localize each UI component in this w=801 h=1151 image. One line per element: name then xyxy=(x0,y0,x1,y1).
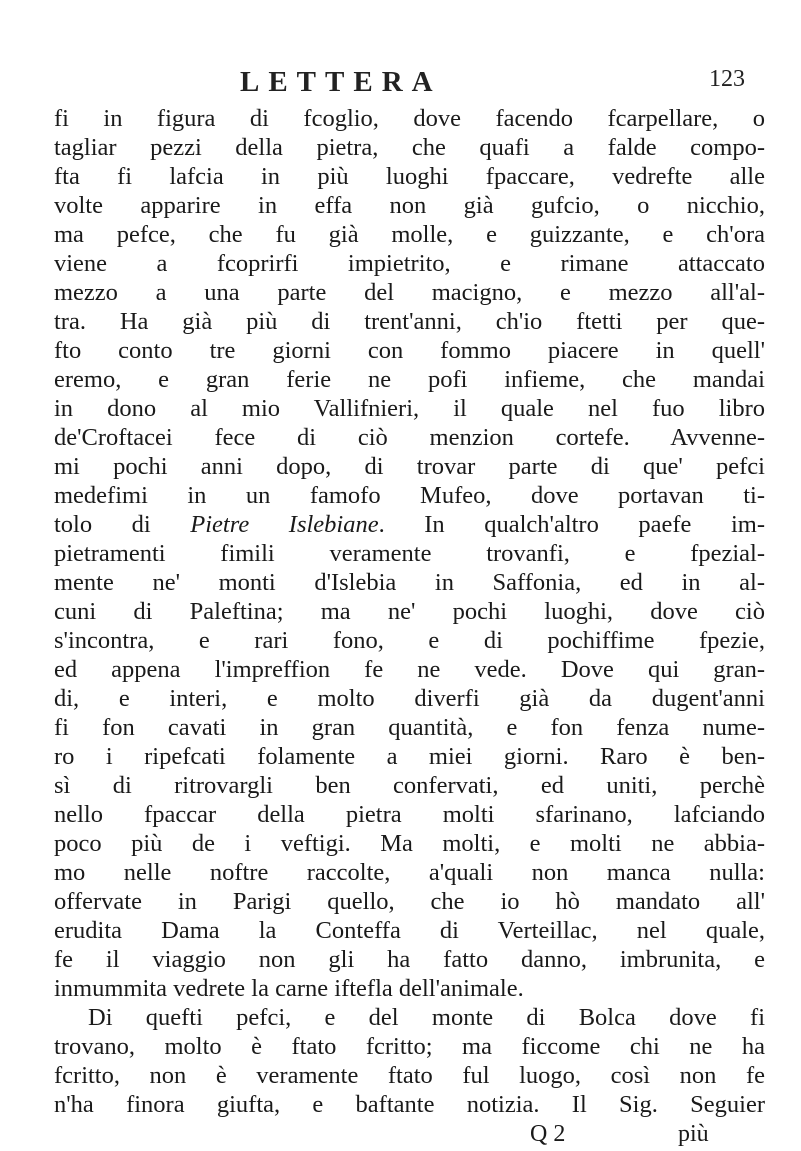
page-number: 123 xyxy=(709,66,745,92)
catchword: più xyxy=(678,1121,709,1147)
text-line: fcritto, non è veramente ftato ful luogo, così non fe xyxy=(54,1062,765,1089)
running-title: LETTERA xyxy=(240,66,442,98)
text-line: ed appena l'impreffion fe ne vede. Dove qui gran- xyxy=(54,656,765,683)
text-line: tagliar pezzi della pietra, che quafi a falde compo- xyxy=(54,134,765,161)
text-line: fi fon cavati in gran quantità, e fon fenza nume- xyxy=(54,714,765,741)
text-line: offervate in Parigi quello, che io hò mandato all' xyxy=(54,888,765,915)
text-line: tra. Ha già più di trent'anni, ch'io ftetti per que- xyxy=(54,308,765,335)
text-line: in dono al mio Vallifnieri, il quale nel fuo libro xyxy=(54,395,765,422)
text-line: trovano, molto è ftato fcritto; ma ficcome chi ne ha xyxy=(54,1033,765,1060)
text-line: viene a fcoprirfi impietrito, e rimane attaccato xyxy=(54,250,765,277)
text-line: di, e interi, e molto diverfi già da dugent'anni xyxy=(54,685,765,712)
text-line: volte apparire in effa non già gufcio, o nicchio, xyxy=(54,192,765,219)
signature-mark: Q 2 xyxy=(530,1121,566,1147)
text-line: eremo, e gran ferie ne pofi infieme, che mandai xyxy=(54,366,765,393)
text-line: medefimi in un famofo Mufeo, dove portavan ti- xyxy=(54,482,765,509)
text-line: Di quefti pefci, e del monte di Bolca dove fi xyxy=(88,1004,765,1031)
running-head xyxy=(54,66,765,100)
text-line: ma pefce, che fu già molle, e guizzante, e ch'ora xyxy=(54,221,765,248)
page-footer xyxy=(54,1121,765,1151)
body-text xyxy=(54,104,765,1119)
text-line: fe il viaggio non gli ha fatto danno, imbrunita, e xyxy=(54,946,765,973)
text-line: mezzo a una parte del macigno, e mezzo all'al- xyxy=(54,279,765,306)
text-line: inmummita vedrete la carne iftefla dell'animale. xyxy=(54,975,524,1002)
text-line: nello fpaccar della pietra molti sfarinano, lafciando xyxy=(54,801,765,828)
text-line: pietramenti fimili veramente trovanfi, e fpezial- xyxy=(54,540,765,567)
text-line: cuni di Paleftina; ma ne' pochi luoghi, dove ciò xyxy=(54,598,765,625)
text-line: s'incontra, e rari fono, e di pochiffime fpezie, xyxy=(54,627,765,654)
text-line: fto conto tre giorni con fommo piacere in quell' xyxy=(54,337,765,364)
text-line: tolo di Pietre Islebiane. In qualch'altro paefe im- xyxy=(54,511,765,538)
text-line: sì di ritrovargli ben confervati, ed uniti, perchè xyxy=(54,772,765,799)
text-line: de'Croftacei fece di ciò menzion cortefe. Avvenne- xyxy=(54,424,765,451)
text-line: fi in figura di fcoglio, dove facendo fcarpellare, o xyxy=(54,105,765,132)
text-line: poco più de i veftigi. Ma molti, e molti ne abbia- xyxy=(54,830,765,857)
text-line: mente ne' monti d'Islebia in Saffonia, ed in al- xyxy=(54,569,765,596)
text-line: erudita Dama la Conteffa di Verteillac, nel quale, xyxy=(54,917,765,944)
text-line: n'ha finora giufta, e baftante notizia. Il Sig. Seguier xyxy=(54,1091,765,1118)
text-line: fta fi lafcia in più luoghi fpaccare, vedrefte alle xyxy=(54,163,765,190)
text-line: ro i ripefcati folamente a miei giorni. Raro è ben- xyxy=(54,743,765,770)
text-line: mo nelle noftre raccolte, a'quali non manca nulla: xyxy=(54,859,765,886)
text-line: mi pochi anni dopo, di trovar parte di que' pefci xyxy=(54,453,765,480)
